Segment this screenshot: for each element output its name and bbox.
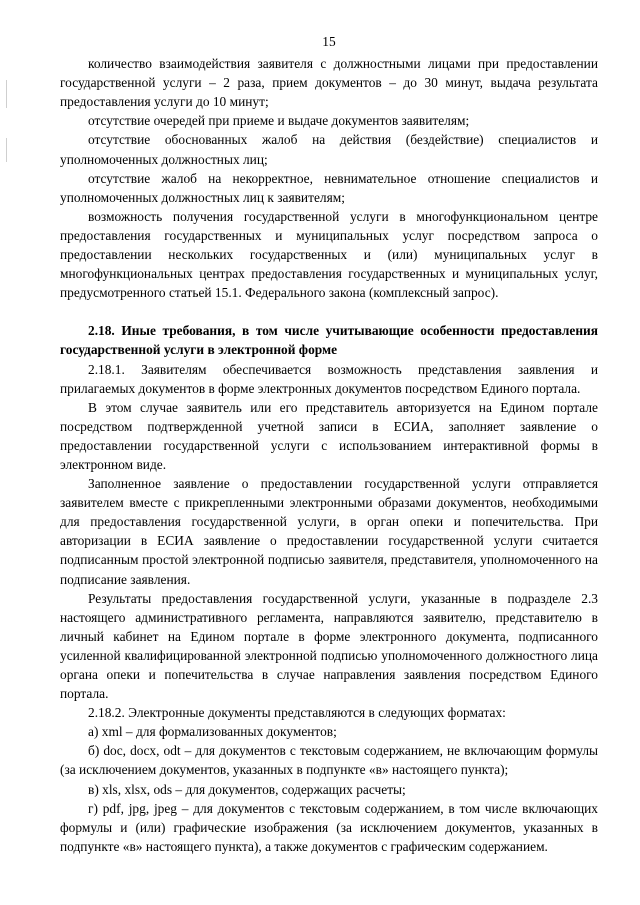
paragraph-application-sending: Заполненное заявление о предоставлении государственной услуги отправляется заявителем вместе с прикрепленными электронными образами документов, необходимыми для предоставления государственной услуги, в орган опеки и попечительства. При авторизации в ЕСИА заявление о предоставлении государственной услуги считается подписанным простой электронной подписью заявителя, представителя, уполномоченного на подписание заявления. [60, 476, 598, 587]
list-item-a: а) xml – для формализованных документов; [88, 724, 337, 740]
page-number: 15 [322, 34, 336, 49]
paragraph-no-queues: отсутствие очередей при приеме и выдаче документов заявителям; [88, 113, 470, 129]
paragraph-2-18-1: 2.18.1. Заявителям обеспечивается возможность представления заявления и прилагаемых документов в форме электронных документов посредством Единого портала. [60, 361, 598, 396]
list-item-v: в) xls, xlsx, ods – для документов, содержащих расчеты; [88, 781, 406, 797]
paragraph-mfc-possibility: возможность получения государственной услуги в многофункциональном центре предоставления государственных и муниципальных услуг посредством запроса о предоставлении нескольких государственных и (или) муниципальных услуг в многофункциональных центрах предоставления государственных и муниципальных услуг, предусмотренного статьей 15.1. Федерального закона (комплексный запрос). [60, 208, 598, 301]
paragraph-no-complaints-attitude: отсутствие жалоб на некорректное, невнимательное отношение специалистов и уполномоченных должностных лиц к заявителям; [60, 170, 598, 205]
scan-margin-mark [6, 138, 7, 162]
paragraph-results-delivery: Результаты предоставления государственной услуги, указанные в подразделе 2.3 настоящего административного регламента, направляются заявителю, представителю в личный кабинет на Едином портале в форме электронного документа, подписанного усиленной квалифицированной электронной подписью уполномоченного должностного лица органа опеки и попечительства в случае направления заявления посредством Единого портала. [60, 590, 598, 702]
paragraph-2-18-2: 2.18.2. Электронные документы представляются в следующих форматах: [88, 705, 506, 721]
paragraph-interaction-count: количество взаимодействия заявителя с должностными лицами при предоставлении государственной услуги – 2 раза, прием документов – до 30 минут, выдача результата предоставления услуги до 10 минут; [60, 56, 598, 110]
section-heading-2-18: 2.18. Иные требования, в том числе учитывающие особенности предоставления государственной услуги в электронной форме [60, 323, 598, 358]
paragraph-no-complaints-actions: отсутствие обоснованных жалоб на действия (бездействие) специалистов и уполномоченных должностных лиц; [60, 132, 598, 167]
list-item-g: г) pdf, jpg, jpeg – для документов с текстовым содержанием, в том числе включающих формулы и (или) графические изображения (за исключением документов, указанных в подпункте «в» настоящего пункта), а также документов с графическим содержанием. [60, 800, 598, 854]
paragraph-esia-authorization: В этом случае заявитель или его представитель авторизуется на Едином портале посредством подтвержденной учетной записи в ЕСИА, заполняет заявление о предоставлении государственной услуги с использованием интерактивной формы в электронном виде. [60, 399, 598, 472]
document-page [60, 32, 598, 856]
list-item-b: б) doc, docx, odt – для документов с текстовым содержанием, не включающим формулы (за исключением документов, указанных в подпункте «в» настоящего пункта); [60, 743, 598, 778]
scan-margin-mark [6, 80, 7, 108]
